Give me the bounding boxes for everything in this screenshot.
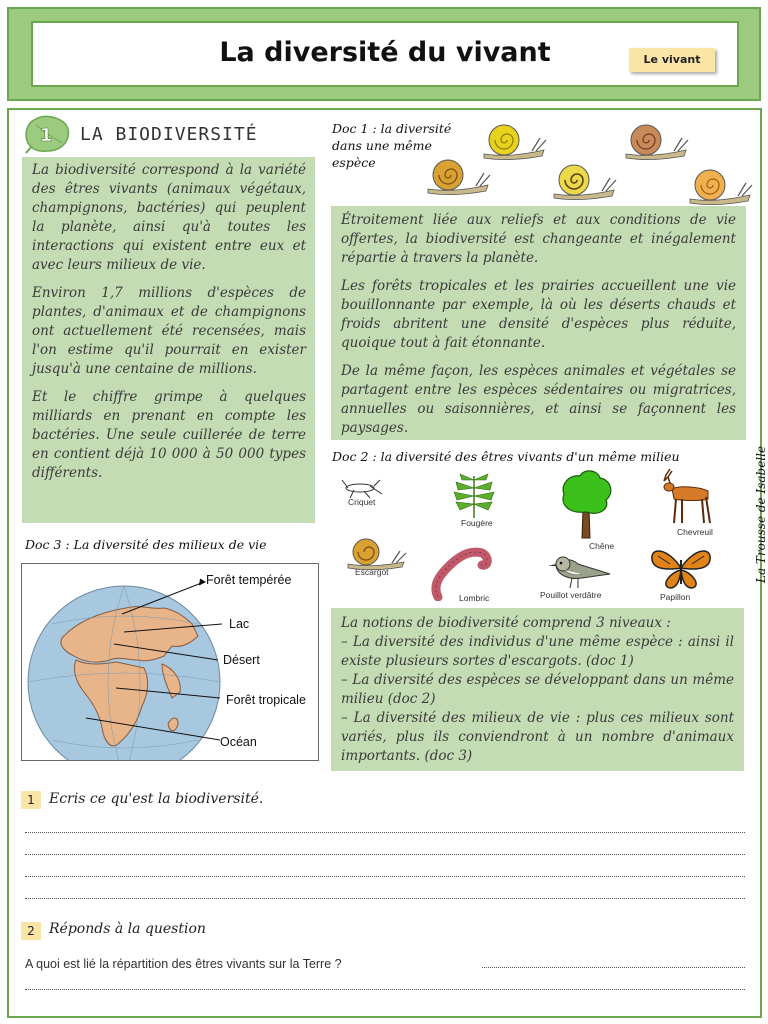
fern-label: Fougère: [461, 518, 493, 528]
answer-line[interactable]: [25, 989, 745, 990]
question-number: 1: [21, 791, 41, 809]
section-title: LA BIODIVERSITÉ: [80, 124, 258, 145]
theme-badge: Le vivant: [629, 48, 715, 72]
question2-prompt: A quoi est lié la répartition des êtres vivants sur la Terre ?: [25, 957, 342, 971]
doc2-caption: Doc 2 : la diversité des êtres vivants d'un même milieu: [332, 449, 680, 464]
ocean-label: Océan: [220, 735, 257, 749]
levels-box: [331, 608, 744, 771]
fern-icon: [448, 470, 500, 520]
snail-yellow-icon: [480, 120, 550, 160]
butterfly-icon: [648, 546, 714, 592]
globe-map-frame: [21, 563, 319, 761]
level-item: – La diversité des espèces se développant dans un même milieu (doc 2): [341, 672, 734, 707]
definition-box: [22, 157, 315, 523]
answer-line[interactable]: [25, 876, 745, 877]
snail-pale-orange-icon: [686, 165, 756, 205]
snail-yellow-banded-icon: [550, 160, 620, 200]
desert-label: Désert: [223, 653, 260, 667]
answer-line[interactable]: [25, 898, 745, 899]
butterfly-label: Papillon: [660, 592, 691, 602]
doc3-caption: Doc 3 : La diversité des milieux de vie: [25, 537, 267, 552]
garden-snail-icon: [344, 536, 410, 570]
section-number: 1: [39, 125, 53, 146]
header-title-box: [31, 21, 739, 87]
deer-label: Chevreuil: [677, 527, 713, 537]
cricket-label: Criquet: [348, 497, 376, 507]
question-text: Ecris ce qu'est la biodiversité.: [49, 791, 264, 807]
relief-box: [331, 206, 746, 440]
answer-line[interactable]: [25, 854, 745, 855]
globe-icon: [22, 564, 319, 761]
watermark: [740, 445, 768, 585]
snail-label: Escargot: [355, 567, 389, 577]
definition-paragraph: Et le chiffre grimpe à quelques milliards en prenant en compte les bactéries. Une seule cuillerée de terre en contient déjà 10 000 à 50 000 types différents.: [32, 389, 306, 481]
relief-paragraph: Étroitement liée aux reliefs et aux conditions de vie offertes, la biodiversité est changeante et inégalement répartie à travers la planète.: [341, 212, 736, 266]
header-frame: [7, 7, 761, 101]
answer-line[interactable]: [482, 967, 745, 968]
watermark-text: La Trousse de Isabelle: [754, 445, 768, 583]
question-number: 2: [21, 922, 41, 940]
level-item: – La diversité des individus d'une même espèce : ainsi il existe plusieurs sortes d'escargots. (doc 1): [341, 634, 734, 669]
definition-paragraph: La biodiversité correspond à la variété des êtres vivants (animaux végétaux, champignons, bactéries) qui peuplent la planète, ainsi qu'à toutes les interactions qui existent entre eux et avec leurs milieux de vie.: [32, 162, 306, 273]
oak-label: Chêne: [589, 541, 615, 551]
relief-paragraph: De la même façon, les espèces animales et végétales se partagent entre les espèces sédentaires ou migratrices, annuelles ou saisonnières, et ainsi se façonnent les paysages.: [341, 363, 736, 436]
oak-tree-icon: [558, 468, 614, 540]
warbler-bird-icon: [546, 550, 616, 590]
earthworm-label: Lombric: [459, 593, 490, 603]
answer-line[interactable]: [25, 832, 745, 833]
temperate-forest-label: Forêt tempérée: [206, 573, 292, 587]
warbler-label: Pouillot verdâtre: [540, 590, 602, 600]
snail-orange-icon: [424, 155, 494, 195]
levels-text: [341, 614, 734, 766]
snail-brown-icon: [622, 120, 692, 160]
page-title: La diversité du vivant: [219, 37, 551, 68]
section-number-leaf-icon: [22, 113, 72, 155]
definition-paragraph: Environ 1,7 millions d'espèces de plantes, d'animaux et de champignons ont actuellement été recensées, mais l'on estime qu'il pourrait en exister jusqu'à une centaine de millions.: [32, 285, 306, 377]
question-text: Réponds à la question: [49, 921, 206, 937]
lake-label: Lac: [229, 617, 250, 631]
level-item: – La diversité des milieux de vie : plus ces milieux sont variés, plus ils conviendront à un nombre d'animaux importants. (doc 3): [341, 710, 734, 764]
levels-intro: La notions de biodiversité comprend 3 niveaux :: [341, 615, 671, 631]
doc1-caption: Doc 1 : la diversité dans une même espèce: [332, 121, 452, 170]
tropical-forest-label: Forêt tropicale: [226, 693, 306, 707]
relief-paragraph: Les forêts tropicales et les prairies accueillent une vie bouillonnante par exemple, là où les déserts chauds et froids abritent une densité d'espèces plus réduite, quoique tout à fait étonnante.: [341, 278, 736, 351]
deer-icon: [660, 465, 718, 527]
